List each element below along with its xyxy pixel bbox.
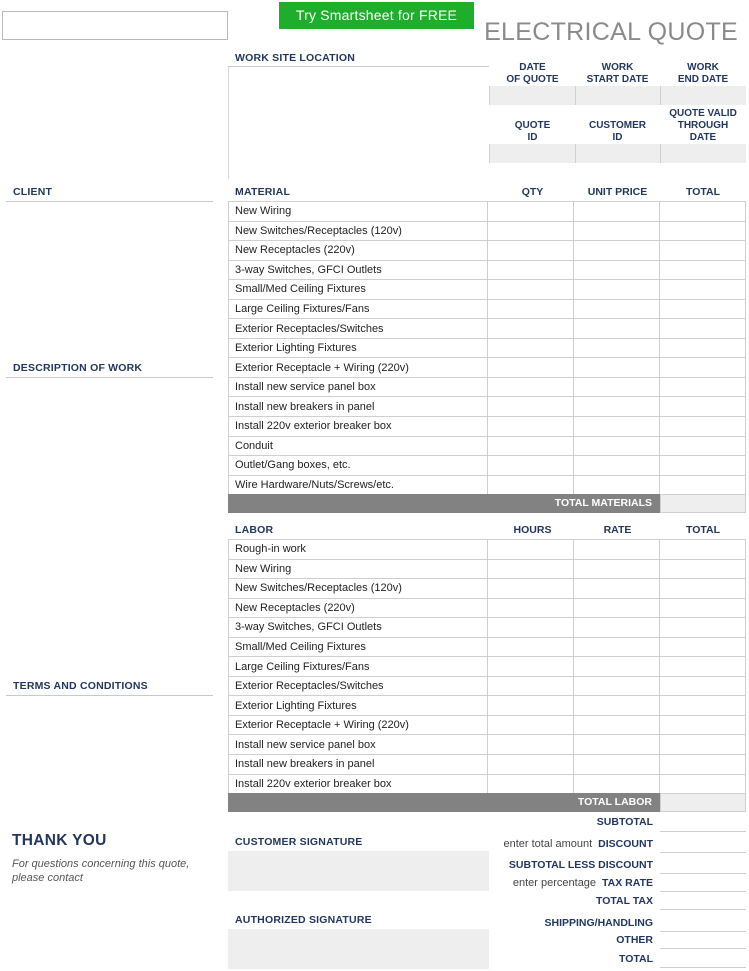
material-item-label: New Wiring (229, 202, 488, 222)
material-item-label: Small/Med Ceiling Fixtures (229, 280, 488, 300)
material-total-cell[interactable] (660, 358, 746, 378)
material-price-cell[interactable] (574, 338, 660, 358)
subtotal-value[interactable] (660, 831, 746, 832)
material-row (229, 299, 746, 319)
labor-total-cell[interactable] (660, 559, 746, 579)
labor-price-cell[interactable] (574, 755, 660, 775)
terms-label: TERMS AND CONDITIONS (13, 680, 148, 692)
material-qty-cell[interactable] (488, 338, 574, 358)
material-total-cell[interactable] (660, 280, 746, 300)
labor-row (229, 696, 746, 716)
material-total-cell[interactable] (660, 260, 746, 280)
material-row (229, 436, 746, 456)
material-item-label: Outlet/Gang boxes, etc. (229, 456, 488, 476)
labor-row (229, 676, 746, 696)
date-of-quote-field[interactable] (489, 86, 575, 105)
quote-valid-label: QUOTE VALID THROUGH DATE (669, 108, 737, 143)
labor-row (229, 715, 746, 735)
labor-row (229, 735, 746, 755)
material-price-cell[interactable] (574, 377, 660, 397)
work-end-date-field[interactable] (660, 86, 746, 105)
labor-qty-cell[interactable] (488, 774, 574, 794)
total-materials-value[interactable] (660, 494, 746, 513)
material-total-cell[interactable] (660, 299, 746, 319)
labor-total-cell[interactable] (660, 676, 746, 696)
material-qty-cell[interactable] (488, 456, 574, 476)
work-start-date-label: WORK START DATE (586, 62, 649, 85)
material-item-label: Exterior Receptacles/Switches (229, 319, 488, 339)
material-row (229, 475, 746, 495)
thank-you-heading: THANK YOU (12, 832, 107, 849)
material-item-label: Install new breakers in panel (229, 397, 488, 417)
labor-qty-cell[interactable] (488, 618, 574, 638)
material-total-cell[interactable] (660, 397, 746, 417)
labor-price-cell[interactable] (574, 676, 660, 696)
shipping-label: SHIPPING/HANDLING (544, 917, 653, 929)
material-total-cell[interactable] (660, 221, 746, 241)
labor-row (229, 637, 746, 657)
material-row (229, 377, 746, 397)
material-price-cell[interactable] (574, 319, 660, 339)
labor-qty-cell[interactable] (488, 676, 574, 696)
material-qty-cell[interactable] (488, 260, 574, 280)
try-smartsheet-button[interactable]: Try Smartsheet for FREE (279, 2, 474, 29)
material-item-label: Exterior Receptacle + Wiring (220v) (229, 358, 488, 378)
labor-price-cell[interactable] (574, 540, 660, 560)
labor-item-label: New Receptacles (220v) (229, 598, 488, 618)
material-price-cell[interactable] (574, 280, 660, 300)
customer-id-field[interactable] (575, 144, 660, 163)
labor-total-cell[interactable] (660, 735, 746, 755)
labor-total-cell[interactable] (660, 774, 746, 794)
material-qty-cell[interactable] (488, 436, 574, 456)
material-qty-cell[interactable] (488, 319, 574, 339)
material-row (229, 260, 746, 280)
labor-price-cell[interactable] (574, 715, 660, 735)
other-value[interactable] (660, 948, 746, 949)
labor-item-label: Exterior Lighting Fixtures (229, 696, 488, 716)
labor-total-cell[interactable] (660, 657, 746, 677)
labor-qty-cell[interactable] (488, 540, 574, 560)
description-rule (6, 377, 213, 378)
labor-item-label: Small/Med Ceiling Fixtures (229, 637, 488, 657)
material-item-label: Exterior Lighting Fixtures (229, 338, 488, 358)
labor-item-label: Install new breakers in panel (229, 755, 488, 775)
material-total-cell[interactable] (660, 202, 746, 222)
labor-total-cell[interactable] (660, 540, 746, 560)
material-qty-cell[interactable] (488, 202, 574, 222)
labor-item-label: Install 220v exterior breaker box (229, 774, 488, 794)
labor-item-label: Large Ceiling Fixtures/Fans (229, 657, 488, 677)
material-item-label: New Switches/Receptacles (120v) (229, 221, 488, 241)
labor-item-label: Install new service panel box (229, 735, 488, 755)
materials-total-header: TOTAL (685, 186, 721, 198)
labor-price-cell[interactable] (574, 579, 660, 599)
material-qty-cell[interactable] (488, 299, 574, 319)
material-item-label: 3-way Switches, GFCI Outlets (229, 260, 488, 280)
material-qty-cell[interactable] (488, 397, 574, 417)
customer-signature-field[interactable] (228, 851, 489, 891)
material-row (229, 221, 746, 241)
labor-total-cell[interactable] (660, 598, 746, 618)
total-tax-label: TOTAL TAX (596, 895, 653, 907)
customer-signature-label: CUSTOMER SIGNATURE (235, 836, 363, 848)
material-total-cell[interactable] (660, 241, 746, 261)
total-tax-value[interactable] (660, 909, 746, 910)
other-label: OTHER (616, 934, 653, 946)
labor-row (229, 579, 746, 599)
material-item-label: Install new service panel box (229, 377, 488, 397)
material-price-cell[interactable] (574, 417, 660, 437)
labor-qty-cell[interactable] (488, 559, 574, 579)
labor-qty-cell[interactable] (488, 715, 574, 735)
labor-price-cell[interactable] (574, 618, 660, 638)
material-item-label: Install 220v exterior breaker box (229, 417, 488, 437)
material-total-cell[interactable] (660, 475, 746, 495)
material-price-cell[interactable] (574, 397, 660, 417)
material-item-label: Large Ceiling Fixtures/Fans (229, 299, 488, 319)
work-site-area[interactable] (228, 67, 229, 179)
tax-rate-label: enter percentage TAX RATE (512, 877, 653, 889)
subtotal-less-discount-value[interactable] (660, 873, 746, 874)
grand-total-value[interactable] (660, 967, 746, 968)
labor-item-label: Exterior Receptacles/Switches (229, 676, 488, 696)
material-item-label: Conduit (229, 436, 488, 456)
material-row (229, 319, 746, 339)
material-item-label: New Receptacles (220v) (229, 241, 488, 261)
total-labor-value[interactable] (660, 793, 746, 812)
labor-qty-cell[interactable] (488, 657, 574, 677)
labor-qty-cell[interactable] (488, 696, 574, 716)
labor-row (229, 540, 746, 560)
subtotal-less-discount-label: SUBTOTAL LESS DISCOUNT (508, 859, 653, 871)
material-price-cell[interactable] (574, 202, 660, 222)
labor-price-cell[interactable] (574, 657, 660, 677)
labor-price-cell[interactable] (574, 637, 660, 657)
tax-rate-value[interactable] (660, 891, 746, 892)
labor-row (229, 598, 746, 618)
subtotal-label: SUBTOTAL (596, 816, 653, 828)
page-title: ELECTRICAL QUOTE (484, 18, 738, 46)
contact-note: For questions concerning this quote, please contact (12, 858, 190, 884)
labor-qty-cell[interactable] (488, 755, 574, 775)
material-row (229, 456, 746, 476)
customer-id-label: CUSTOMER ID (588, 120, 647, 143)
description-of-work-label: DESCRIPTION OF WORK (13, 362, 143, 374)
quote-valid-field[interactable] (660, 144, 746, 163)
material-row (229, 397, 746, 417)
labor-row (229, 618, 746, 638)
material-row (229, 202, 746, 222)
material-price-cell[interactable] (574, 475, 660, 495)
material-qty-cell[interactable] (488, 221, 574, 241)
terms-rule (6, 695, 213, 696)
material-total-cell[interactable] (660, 338, 746, 358)
material-item-label: Wire Hardware/Nuts/Screws/etc. (229, 475, 488, 495)
labor-price-cell[interactable] (574, 696, 660, 716)
labor-item-label: Exterior Receptacle + Wiring (220v) (229, 715, 488, 735)
materials-table (228, 201, 746, 495)
work-site-label: WORK SITE LOCATION (235, 52, 356, 64)
material-total-cell[interactable] (660, 436, 746, 456)
material-price-cell[interactable] (574, 221, 660, 241)
material-row (229, 338, 746, 358)
material-row (229, 417, 746, 437)
labor-qty-cell[interactable] (488, 579, 574, 599)
material-qty-cell[interactable] (488, 358, 574, 378)
material-total-cell[interactable] (660, 456, 746, 476)
labor-header: LABOR (235, 524, 274, 536)
material-total-cell[interactable] (660, 377, 746, 397)
rate-header: RATE (603, 524, 632, 536)
labor-qty-cell[interactable] (488, 735, 574, 755)
labor-row (229, 657, 746, 677)
labor-table (228, 539, 746, 794)
material-price-cell[interactable] (574, 241, 660, 261)
shipping-value[interactable] (660, 931, 746, 932)
work-site-rule (228, 66, 489, 67)
labor-row (229, 559, 746, 579)
material-row (229, 280, 746, 300)
labor-price-cell[interactable] (574, 598, 660, 618)
labor-price-cell[interactable] (574, 735, 660, 755)
authorized-signature-field[interactable] (228, 929, 489, 969)
discount-hint: enter total amount (503, 838, 593, 850)
authorized-signature-label: AUTHORIZED SIGNATURE (235, 914, 372, 926)
date-of-quote-label: DATE OF QUOTE (506, 62, 559, 85)
material-price-cell[interactable] (574, 358, 660, 378)
labor-item-label: 3-way Switches, GFCI Outlets (229, 618, 488, 638)
material-qty-cell[interactable] (488, 475, 574, 495)
labor-total-cell[interactable] (660, 696, 746, 716)
labor-row (229, 774, 746, 794)
labor-item-label: New Wiring (229, 559, 488, 579)
quote-id-label: QUOTE ID (514, 120, 551, 143)
labor-total-cell[interactable] (660, 755, 746, 775)
labor-price-cell[interactable] (574, 559, 660, 579)
hours-header: HOURS (513, 524, 552, 536)
labor-total-cell[interactable] (660, 618, 746, 638)
material-qty-cell[interactable] (488, 280, 574, 300)
labor-item-label: Rough-in work (229, 540, 488, 560)
labor-total-cell[interactable] (660, 579, 746, 599)
client-label: CLIENT (13, 186, 53, 198)
labor-total-cell[interactable] (660, 715, 746, 735)
material-price-cell[interactable] (574, 260, 660, 280)
tax-rate-hint: enter percentage (512, 877, 597, 889)
material-qty-cell[interactable] (488, 241, 574, 261)
discount-value[interactable] (660, 852, 746, 853)
labor-total-header: TOTAL (685, 524, 721, 536)
client-rule (6, 201, 213, 202)
labor-price-cell[interactable] (574, 774, 660, 794)
labor-row (229, 755, 746, 775)
material-price-cell[interactable] (574, 299, 660, 319)
material-row (229, 358, 746, 378)
discount-label: enter total amount DISCOUNT (503, 838, 653, 850)
material-total-cell[interactable] (660, 319, 746, 339)
labor-qty-cell[interactable] (488, 637, 574, 657)
labor-item-label: New Switches/Receptacles (120v) (229, 579, 488, 599)
work-end-date-label: WORK END DATE (677, 62, 729, 85)
material-qty-cell[interactable] (488, 417, 574, 437)
material-qty-cell[interactable] (488, 377, 574, 397)
unit-price-header: UNIT PRICE (587, 186, 648, 198)
total-labor-bar: TOTAL LABOR (228, 793, 660, 812)
material-total-cell[interactable] (660, 417, 746, 437)
work-start-date-field[interactable] (575, 86, 660, 105)
material-row (229, 241, 746, 261)
quote-id-field[interactable] (489, 144, 575, 163)
total-materials-bar: TOTAL MATERIALS (228, 494, 660, 513)
labor-qty-cell[interactable] (488, 598, 574, 618)
material-price-cell[interactable] (574, 456, 660, 476)
material-price-cell[interactable] (574, 436, 660, 456)
material-header: MATERIAL (235, 186, 291, 198)
labor-total-cell[interactable] (660, 637, 746, 657)
logo-placeholder (2, 11, 228, 40)
grand-total-label: TOTAL (618, 953, 653, 965)
qty-header: QTY (521, 186, 544, 198)
